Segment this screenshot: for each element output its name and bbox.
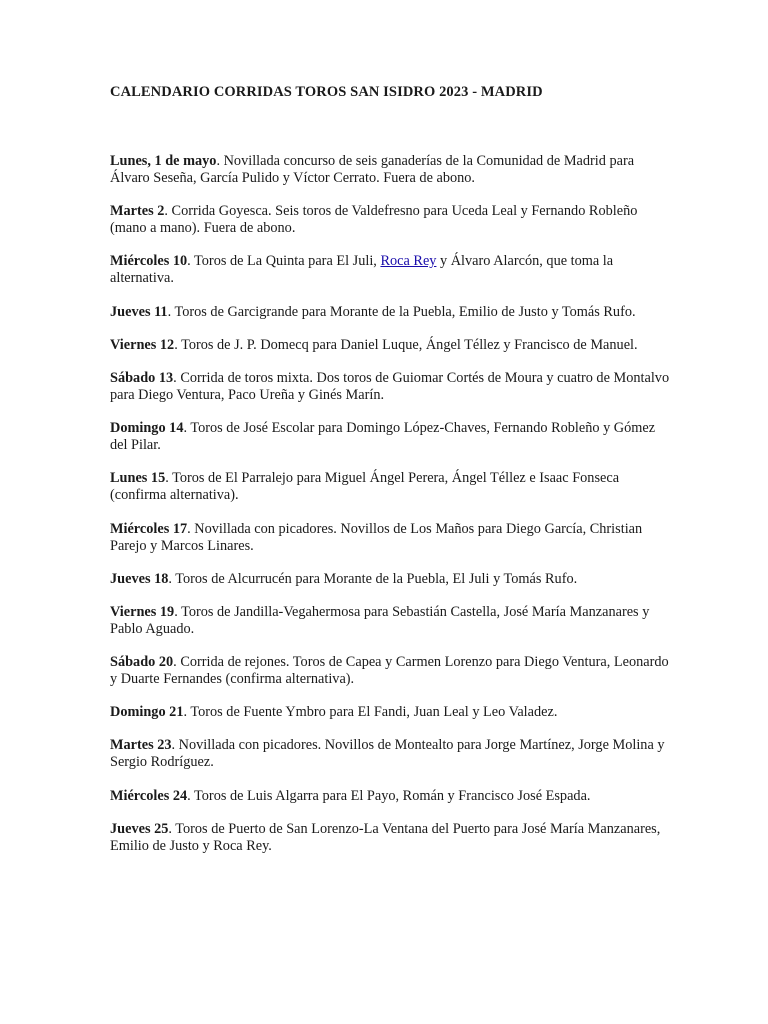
roca-rey-link[interactable]: Roca Rey — [380, 253, 437, 270]
entry-text: . Novillada concurso de seis ganaderías de la Comunidad de Madrid para Álvaro Seseña, García Pulido y Víctor Cerrato. Fuera de abono. — [110, 153, 635, 186]
calendar-entry — [110, 521, 670, 555]
calendar-entry — [110, 370, 670, 404]
calendar-entry — [110, 737, 670, 771]
calendar-entry — [110, 788, 670, 805]
entry-text: . Toros de Garcigrande para Morante de la Puebla, Emilio de Justo y Tomás Rufo. — [167, 303, 636, 320]
entry-text: . Toros de José Escolar para Domingo López-Chaves, Fernando Robleño y Gómez del Pilar. — [110, 420, 656, 454]
calendar-entry — [110, 153, 670, 187]
calendar-entry — [110, 571, 670, 588]
calendar-entry — [110, 654, 670, 688]
calendar-entry — [110, 304, 670, 321]
entry-text: . Toros de Jandilla-Vegahermosa para Sebastián Castella, José María Manzanares y Pablo Aguado. — [110, 603, 650, 637]
calendar-entry — [110, 704, 670, 721]
entry-text-after-link: y Álvaro Alarcón, que toma la alternativa. — [110, 253, 614, 287]
calendar-entries — [110, 153, 670, 855]
calendar-entry — [110, 253, 670, 287]
entry-day: Sábado 13 — [110, 369, 174, 386]
entry-day: Lunes, 1 de mayo — [110, 153, 217, 169]
entry-day: Domingo 14 — [110, 420, 184, 437]
document-page — [110, 84, 670, 871]
entry-text: . Toros de La Quinta para El Juli, — [187, 253, 381, 270]
entry-day: Viernes 12 — [110, 336, 175, 353]
calendar-entry — [110, 470, 670, 504]
entry-day: Miércoles 24 — [110, 787, 188, 804]
entry-day: Jueves 11 — [110, 303, 168, 320]
entry-day: Martes 2 — [110, 203, 165, 220]
entry-text: . Toros de El Parralejo para Miguel Ángel Perera, Ángel Téllez e Isaac Fonseca (confirma alternativa). — [110, 470, 620, 504]
calendar-entry — [110, 604, 670, 638]
entry-day: Miércoles 17 — [110, 520, 188, 537]
entry-day: Jueves 25 — [110, 820, 169, 837]
calendar-entry — [110, 420, 670, 454]
entry-day: Viernes 19 — [110, 603, 175, 620]
entry-day: Sábado 20 — [110, 654, 174, 671]
entry-text: . Toros de Fuente Ymbro para El Fandi, Juan Leal y Leo Valadez. — [183, 704, 558, 721]
entry-day: Jueves 18 — [110, 570, 169, 587]
calendar-entry — [110, 337, 670, 354]
entry-day: Martes 23 — [110, 737, 172, 754]
calendar-entry — [110, 203, 670, 237]
entry-text: . Toros de Luis Algarra para El Payo, Román y Francisco José Espada. — [187, 787, 591, 804]
entry-text: . Novillada con picadores. Novillos de Montealto para Jorge Martínez, Jorge Molina y Sergio Rodríguez. — [110, 737, 665, 771]
entry-day: Domingo 21 — [110, 704, 184, 721]
entry-text: . Toros de J. P. Domecq para Daniel Luque, Ángel Téllez y Francisco de Manuel. — [174, 336, 638, 353]
entry-day: Lunes 15 — [110, 470, 166, 487]
calendar-entry — [110, 821, 670, 855]
entry-text: . Corrida de rejones. Toros de Capea y Carmen Lorenzo para Diego Ventura, Leonardo y Duarte Fernandes (confirma alternativa). — [110, 654, 669, 688]
entry-day: Miércoles 10 — [110, 253, 188, 270]
entry-text: . Toros de Alcurrucén para Morante de la Puebla, El Juli y Tomás Rufo. — [168, 570, 578, 587]
entry-text: . Corrida Goyesca. Seis toros de Valdefresno para Uceda Leal y Fernando Robleño (mano a mano). Fuera de abono. — [110, 203, 638, 237]
entry-text: . Corrida de toros mixta. Dos toros de Guiomar Cortés de Moura y cuatro de Montalvo para Diego Ventura, Paco Ureña y Ginés Marín. — [110, 369, 670, 403]
entry-text: . Toros de Puerto de San Lorenzo-La Ventana del Puerto para José María Manzanares, Emilio de Justo y Roca Rey. — [110, 820, 661, 854]
document-title: CALENDARIO CORRIDAS TOROS SAN ISIDRO 2023 - MADRID — [110, 84, 543, 100]
entry-text: . Novillada con picadores. Novillos de Los Maños para Diego García, Christian Parejo y Marcos Linares. — [110, 520, 643, 554]
